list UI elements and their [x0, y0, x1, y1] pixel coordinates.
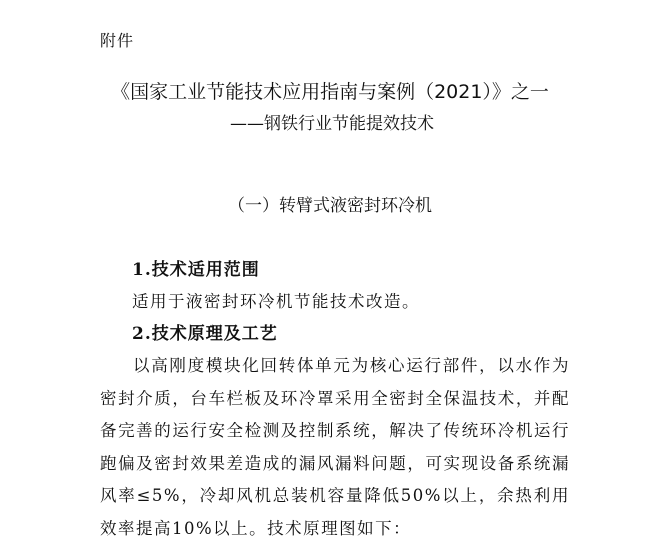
- heading-principle: 2.技术原理及工艺: [132, 324, 278, 344]
- document-subtitle: ——钢铁行业节能提效技术: [230, 114, 434, 134]
- section-title: （一）转臂式液密封环冷机: [228, 196, 432, 216]
- document-title: 《国家工业节能技术应用指南与案例（2021）》之一: [111, 81, 549, 103]
- paragraph-principle: 以高刚度模块化回转体单元为核心运行部件，以水作为密封介质，台车栏板及环冷罩采用全密封全保温技术，并配备完善的运行安全检测及控制系统，解决了传统环冷机运行跑偏及密封效果差造成的漏风漏料问题，可实现设备系统漏风率≤5%，冷却风机总装机容量降低50%以上，余热利用效率提高10%以上。技术原理图如下：: [100, 356, 570, 538]
- paragraph-scope: 适用于液密封环冷机节能技术改造。: [132, 292, 420, 311]
- attachment-label: 附件: [100, 31, 135, 50]
- heading-scope: 1.技术适用范围: [132, 260, 260, 280]
